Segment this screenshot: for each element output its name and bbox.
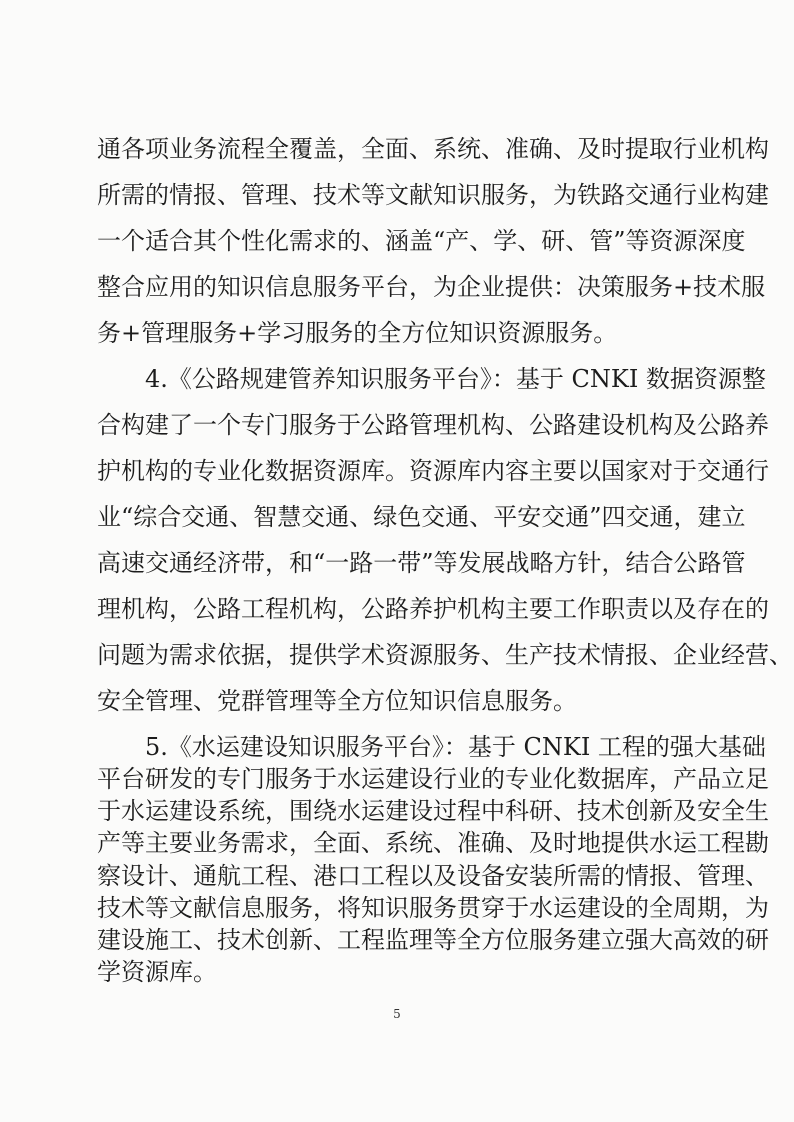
paragraph-line: 学资源库。 [97, 958, 217, 986]
page-number: 5 [393, 1007, 401, 1021]
paragraph-line: 理机构，公路工程机构，公路养护机构主要工作职责以及存在的 [97, 595, 769, 623]
paragraph-line: 安全管理、党群管理等全方位知识信息服务。 [97, 687, 577, 715]
paragraph-line: 一个适合其个性化需求的、涵盖“产、学、研、管”等资源深度 [97, 227, 746, 255]
paragraph-line: 5.《水运建设知识服务平台》：基于 CNKI 工程的强大基础 [145, 733, 766, 761]
paragraph-line: 4.《公路规建管养知识服务平台》：基于 CNKI 数据资源整 [145, 365, 766, 393]
paragraph-line: 平台研发的专门服务于水运建设行业的专业化数据库，产品立足 [97, 765, 769, 794]
paragraph-line: 问题为需求依据，提供学术资源服务、生产技术情报、企业经营、 [97, 641, 793, 669]
paragraph-line: 合构建了一个专门服务于公路管理机构、公路建设机构及公路养 [97, 411, 769, 439]
paragraph-line: 察设计、通航工程、港口工程以及设备安装所需的情报、管理、 [97, 861, 769, 890]
paragraph-line: 整合应用的知识信息服务平台，为企业提供：决策服务+技术服 [97, 273, 766, 301]
paragraph-line: 产等主要业务需求，全面、系统、准确、及时地提供水运工程勘 [97, 829, 769, 858]
paragraph-line: 技术等文献信息服务，将知识服务贯穿于水运建设的全周期，为 [97, 893, 769, 922]
paragraph-line: 通各项业务流程全覆盖，全面、系统、准确、及时提取行业机构 [97, 135, 769, 163]
paragraph-line: 所需的情报、管理、技术等文献知识服务，为铁路交通行业构建 [97, 181, 769, 209]
paragraph-line: 业“综合交通、智慧交通、绿色交通、平安交通”四交通，建立 [97, 503, 746, 531]
paragraph-line: 护机构的专业化数据资源库。资源库内容主要以国家对于交通行 [97, 457, 769, 485]
paragraph-line: 高速交通经济带，和“一路一带”等发展战略方针，结合公路管 [97, 549, 746, 577]
paragraph-line: 务+管理服务+学习服务的全方位知识资源服务。 [97, 319, 618, 347]
paragraph-line: 建设施工、技术创新、工程监理等全方位服务建立强大高效的研 [97, 925, 769, 954]
paragraph-line: 于水运建设系统，围绕水运建设过程中科研、技术创新及安全生 [97, 797, 769, 826]
